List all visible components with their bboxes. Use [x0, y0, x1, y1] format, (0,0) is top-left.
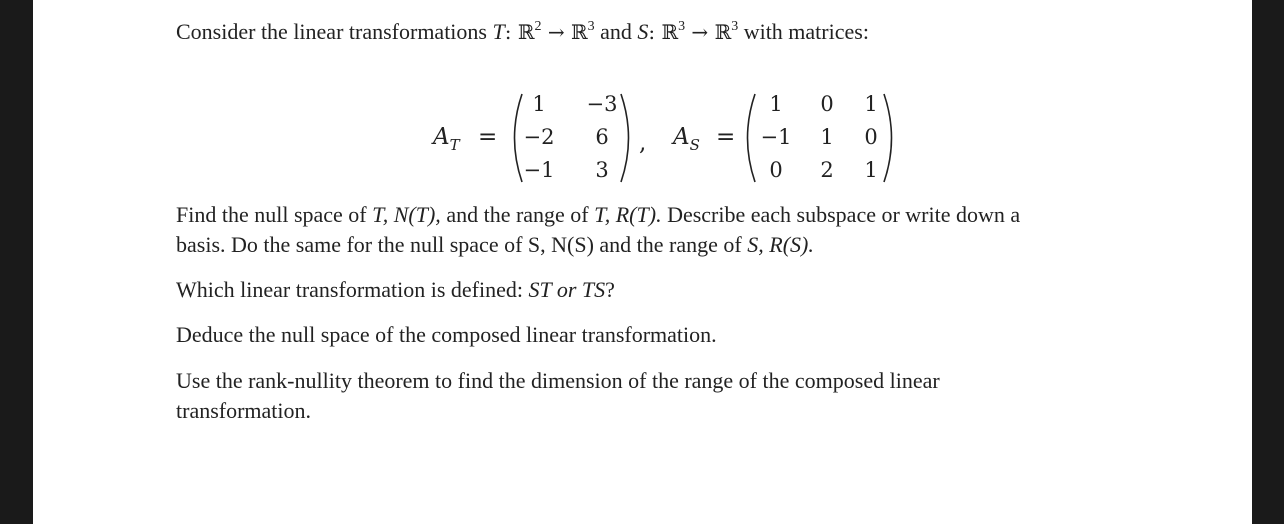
exponent: 3 — [678, 19, 686, 34]
subscript-T: T — [449, 136, 460, 154]
matrix-S-cell: 1 — [864, 92, 878, 116]
intro-text-a: Consider the linear transformations — [176, 19, 493, 44]
matrix-S-cell: 1 — [769, 92, 783, 116]
math-run: T, R(T). — [594, 202, 662, 227]
matrix-S-cell: −1 — [760, 125, 792, 149]
matrix-T-cell: 1 — [532, 92, 546, 116]
var-S: S — [637, 19, 649, 44]
right-paren-icon — [881, 92, 901, 184]
exponent: 2 — [534, 19, 542, 34]
question-null-space-range — [176, 200, 1020, 260]
matrix-equations — [33, 88, 1252, 188]
para2-line1 — [176, 200, 1020, 230]
real-numbers-symbol: ℝ — [570, 20, 588, 44]
text-run: ? — [605, 277, 615, 302]
text-run: Describe each subspace or write down a — [661, 202, 1021, 227]
matrix-S-cell: 2 — [820, 158, 834, 182]
text-run: Which linear transformation is defined: — [176, 277, 529, 302]
colon: : — [648, 20, 662, 44]
matrix-S-cell: 0 — [769, 158, 783, 182]
para2-line2 — [176, 230, 1020, 260]
text-run: and the range of — [440, 202, 595, 227]
math-run: T, N(T), — [372, 202, 441, 227]
exponent: 3 — [587, 19, 595, 34]
intro-text-b: with matrices: — [738, 19, 869, 44]
matrix-T-cell: −3 — [586, 92, 618, 116]
subscript-S: S — [689, 136, 700, 154]
real-numbers-symbol: ℝ — [517, 20, 535, 44]
matrix-T-label — [433, 124, 460, 154]
real-numbers-symbol: ℝ — [714, 20, 732, 44]
text-run: Find the null space of — [176, 202, 373, 227]
intro-and: and — [594, 19, 638, 44]
equals-sign: = — [716, 124, 736, 150]
matrix-S-cell: 1 — [820, 125, 834, 149]
matrix-S-cell: 0 — [864, 125, 878, 149]
colon: : — [504, 20, 518, 44]
comma: , — [639, 130, 647, 156]
real-numbers-symbol: ℝ — [661, 20, 679, 44]
matrix-T-cell: 6 — [595, 125, 609, 149]
matrix-S-cell: 0 — [820, 92, 834, 116]
question-null-space-composed: Deduce the null space of the composed linear transformation. — [176, 322, 717, 347]
para5-line1: Use the rank-nullity theorem to find the dimension of the range of the composed linear — [176, 368, 940, 393]
matrix-S-cell: 1 — [864, 158, 878, 182]
arrow-icon: → — [685, 20, 715, 44]
document-page — [33, 0, 1252, 524]
matrix-S-label — [673, 124, 700, 154]
text-run: basis. Do the same for the null space of S, N(S) and the range of — [176, 232, 748, 257]
left-paren-icon — [738, 92, 758, 184]
var-T: T — [492, 19, 505, 44]
intro-sentence — [176, 17, 869, 47]
arrow-icon: → — [541, 20, 571, 44]
question-rank-nullity — [176, 366, 940, 426]
para5-line2: transformation. — [176, 398, 312, 423]
matrix-T-cell: −2 — [523, 125, 555, 149]
matrix-T-cell: −1 — [523, 158, 555, 182]
label-A: A — [673, 124, 690, 150]
exponent: 3 — [731, 19, 739, 34]
matrix-T-cell: 3 — [595, 158, 609, 182]
math-run: ST or TS — [528, 277, 606, 302]
right-paren-icon — [618, 92, 638, 184]
math-run: S, R(S). — [747, 232, 814, 257]
label-A: A — [433, 124, 450, 150]
equals-sign: = — [478, 124, 498, 150]
question-composition-defined — [176, 275, 615, 305]
